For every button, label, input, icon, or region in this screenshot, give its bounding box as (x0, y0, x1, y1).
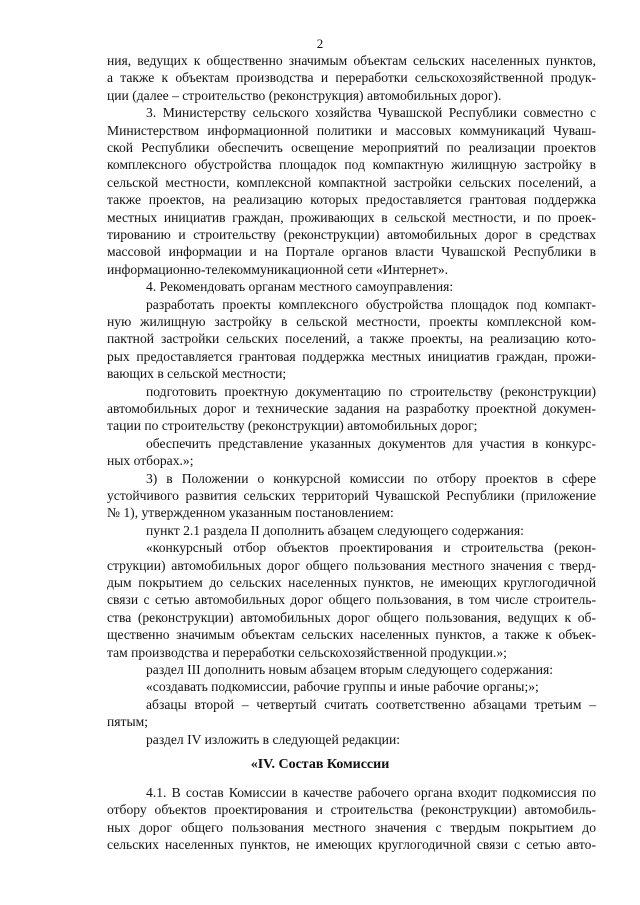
text-line: № 1), утвержденном указанным постановлением: (107, 505, 394, 521)
text-line: «конкурсный отбор объектов проектирования и строительства (рекон- (146, 540, 596, 556)
text-line: раздел IV изложить в следующей редакции: (146, 731, 401, 747)
text-line: связи с сетью автомобильных дорог общего пользования, в том числе строитель- (107, 592, 596, 608)
text-line: ства (реконструкции) автомобильных дорог общего пользования, ведущих к об- (107, 609, 596, 625)
text-line: струкции) автомобильных дорог общего пользования местного значения с тверд- (107, 557, 596, 573)
text-line: массовой информации и на Портале органов власти Чувашской Республики в (107, 244, 596, 260)
text-line: рых предоставляется грантовая поддержка местных инициатив граждан, прожи- (107, 348, 596, 364)
text-line: 3) в Положении о конкурсной комиссии по отбору проектов в сфере (146, 470, 596, 486)
text-line: отбору объектов проектирования и строительства (реконструкции) автомобиль- (107, 802, 596, 818)
text-line: устойчивого развития сельских территорий Чувашской Республики (приложение (107, 488, 596, 503)
text-line: вающих в сельской местности; (107, 366, 287, 382)
page-number: 2 (316, 36, 324, 51)
text-line: 3. Министерству сельского хозяйства Чувашской Республики совместно с (146, 105, 596, 121)
text-line: 4. Рекомендовать органам местного самоуправления: (146, 279, 454, 295)
text-line: пункт 2.1 раздела II дополнить абзацем следующего содержания: (146, 522, 524, 538)
text-line: тированию и строительству (реконструкции) автомобильных дорог в средствах (107, 227, 596, 242)
text-line: абзацы второй – четвертый считать соответственно абзацами третьим – (146, 696, 596, 712)
text-line: сельской местности, комплексной компактной застройки сельских поселений, а (107, 174, 596, 190)
text-line: ции (далее – строительство (реконструкция) автомобильных дорог). (107, 87, 502, 103)
text-line: ную жилищную застройку в сельской местности, проекты комплексной ком- (107, 314, 596, 329)
text-line: комплексного обустройства площадок под компактную жилищную застройку в (107, 157, 596, 173)
text-line: подготовить проектную документацию по строительству (реконструкции) (146, 383, 596, 399)
text-line: пятым; (107, 714, 148, 730)
text-line: щественно значимым объектам сельских населенных пунктов, а также к объек- (107, 627, 596, 643)
text-line: обеспечить представление указанных документов для участия в конкурс- (146, 435, 596, 451)
text-line: ных отборах.»; (107, 453, 194, 469)
text-line: 4.1. В состав Комиссии в качестве рабочего органа входит подкомиссия по (146, 785, 596, 800)
text-line: дым покрытием до сельских населенных пунктов, не имеющих круглогодичной (107, 575, 596, 590)
text-line: ния, ведущих к общественно значимым объектам сельских населенных пунктов, (107, 53, 596, 68)
text-line: информационно-телекоммуникационной сети «Интернет». (107, 261, 449, 277)
text-line: пактной застройки сельских поселений, а также проекты, на реализацию кото- (107, 331, 596, 347)
text-line: «создавать подкомиссии, рабочие группы и иные рабочие органы;»; (146, 679, 539, 695)
text-line: ных дорог общего пользования местного значения с твердым покрытием до (107, 819, 596, 835)
text-line: автомобильных дорог и технические задания на разработку проектной докумен- (107, 401, 596, 416)
text-line: также проектов, на реализацию которых предоставляется грантовая поддержка (107, 192, 596, 208)
text-line: разработать проекты комплексного обустройства площадок под компакт- (146, 296, 596, 312)
text-line: сельских населенных пунктов, не имеющих круглогодичной связи с сетью авто- (107, 837, 596, 853)
section-heading: «IV. Состав Комиссии (250, 757, 390, 772)
text-line: там производства и переработки сельскохозяйственной продукции.»; (107, 644, 507, 660)
text-line: ской Республики обеспечить освещение мероприятий по реализации проектов (107, 140, 596, 155)
text-line: раздел III дополнить новым абзацем вторым следующего содержания: (146, 662, 554, 677)
text-line: Министерством информационной политики и массовых коммуникаций Чуваш- (107, 122, 596, 138)
text-line: местных инициатив граждан, проживающих в сельской местности, и по проек- (107, 209, 596, 225)
text-line: тации по строительству (реконструкции) автомобильных дорог; (107, 418, 478, 434)
text-line: а также к объектам производства и переработки сельскохозяйственной продук- (107, 70, 596, 86)
